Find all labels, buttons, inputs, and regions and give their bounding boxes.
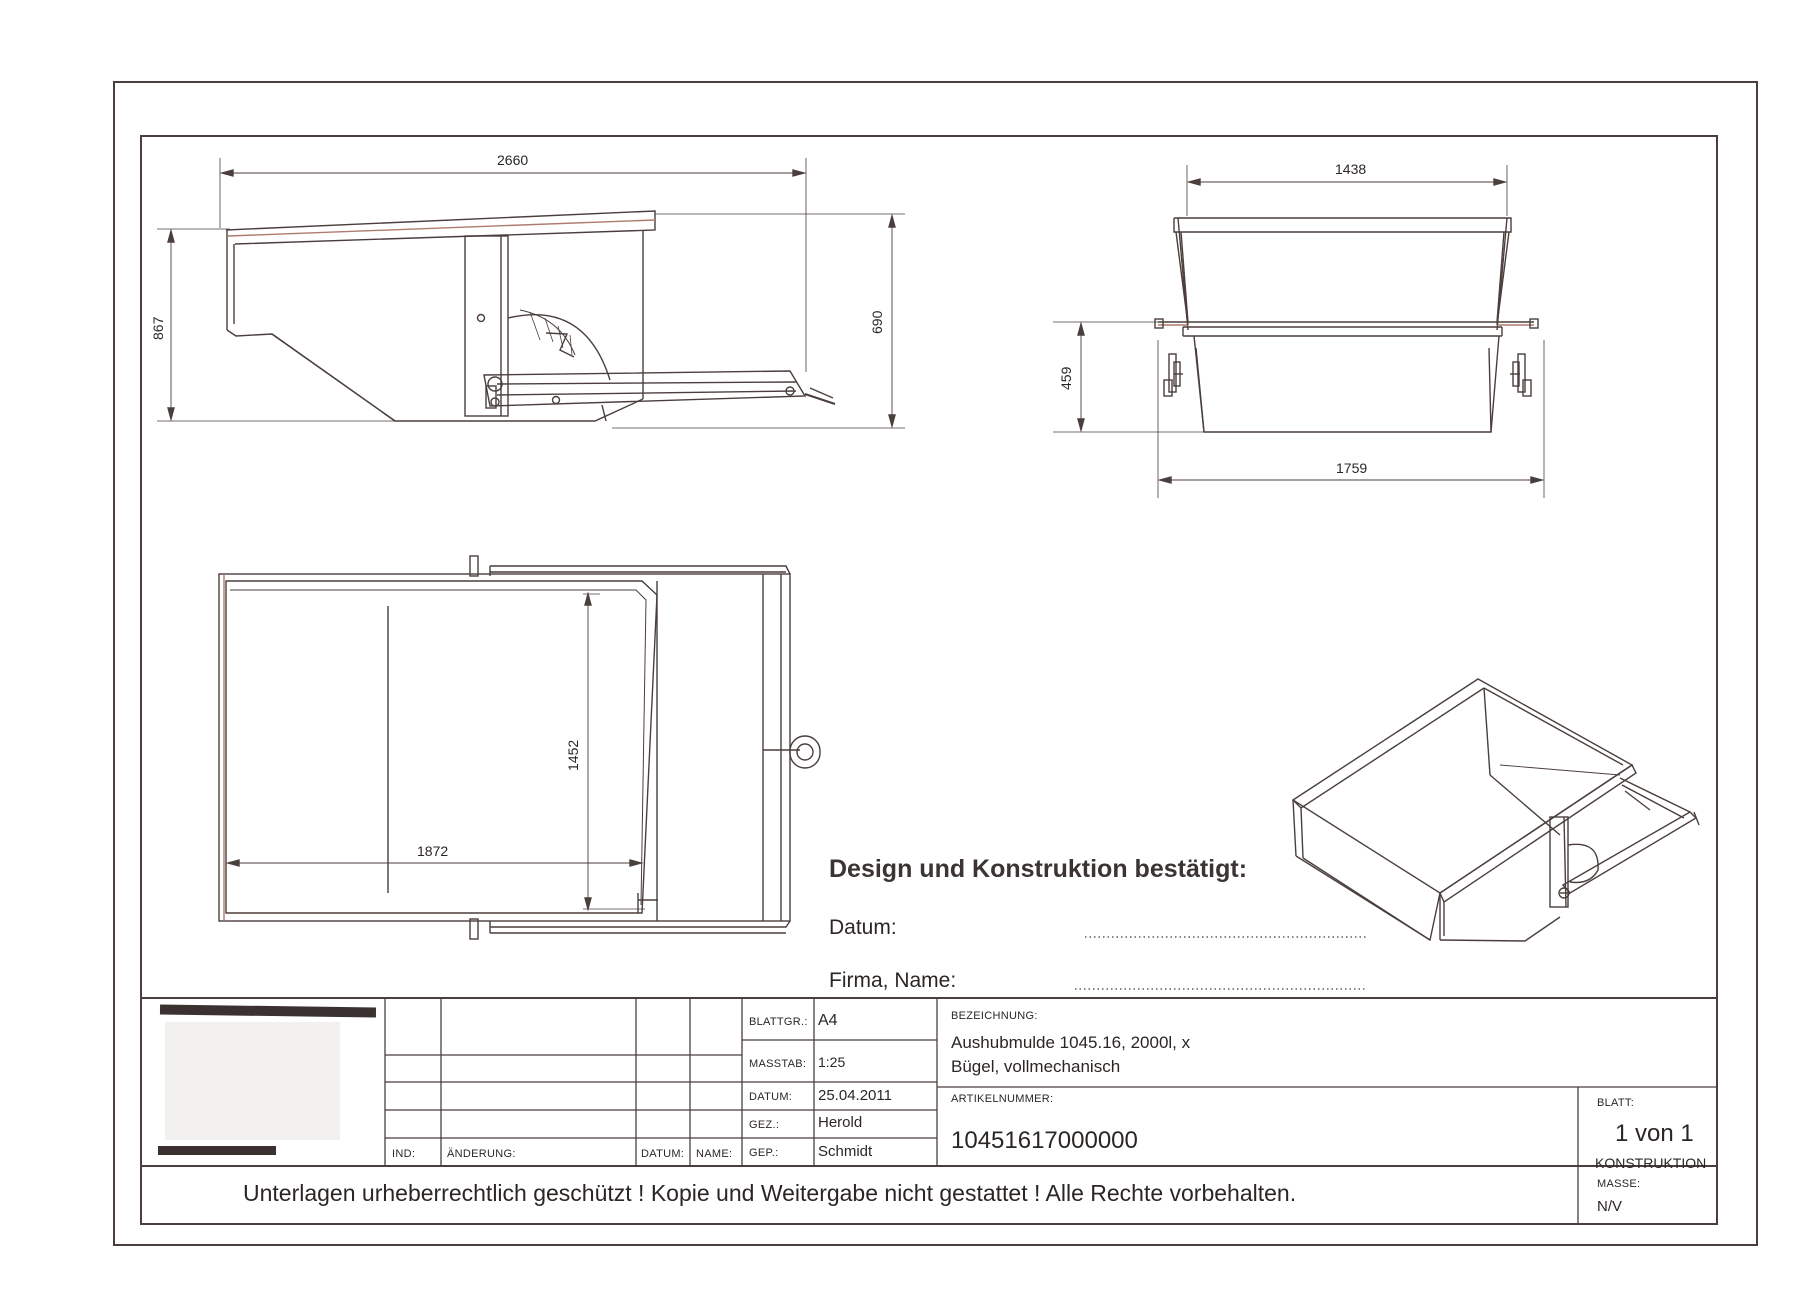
front-view [1053,165,1544,498]
bezeichnung-label: BEZEICHNUNG: [951,1010,1038,1022]
gez-label: GEZ.: [749,1119,780,1131]
gez-value: Herold [818,1114,863,1131]
gep-value: Schmidt [818,1143,873,1160]
copyright-notice: Unterlagen urheberrechtlich geschützt ! Kopie und Weitergabe nicht gestattet ! Alle Rechte vorbehalten. [243,1180,1297,1206]
masse-label: MASSE: [1597,1178,1641,1190]
isometric-view [1293,679,1699,941]
masstab-value: 1:25 [818,1054,846,1070]
outer-frame [114,82,1757,1245]
artikelnummer-label: ARTIKELNUMMER: [951,1093,1054,1105]
dim-front-height: 459 [1058,366,1074,390]
datum-label: DATUM: [749,1091,793,1103]
side-view [157,158,905,428]
revision-datum-header: DATUM: [641,1148,685,1160]
dim-side-height-total: 867 [150,316,166,340]
gep-label: GEP.: [749,1147,779,1159]
dim-front-bottom-width: 1759 [1336,460,1368,476]
revision-name-header: NAME: [696,1148,733,1160]
blattgr-value: A4 [818,1012,838,1029]
company-name-label: Firma, Name: [829,969,957,992]
top-view [219,556,820,939]
masse-value: N/V [1597,1198,1623,1215]
revision-ind-header: IND: [392,1148,416,1160]
blattgr-label: BLATTGR.: [749,1016,808,1028]
revision-aenderung-header: ÄNDERUNG: [447,1148,516,1160]
dim-top-length: 1872 [417,843,449,859]
company-stamp-redacted [158,1004,376,1155]
bezeichnung-line2: Bügel, vollmechanisch [951,1057,1121,1076]
datum-value: 25.04.2011 [818,1087,892,1104]
date-label: Datum: [829,916,897,939]
blatt-label: BLATT: [1597,1097,1635,1109]
dim-front-top-width: 1438 [1335,161,1367,177]
masstab-label: MASSTAB: [749,1058,807,1070]
dim-side-height: 690 [869,310,885,334]
dim-side-length: 2660 [497,152,529,168]
blatt-value: 1 von 1 [1615,1120,1694,1147]
bezeichnung-line1: Aushubmulde 1045.16, 2000l, x [951,1033,1191,1052]
artikelnummer-value: 10451617000000 [951,1127,1138,1154]
konstruktion-label: KONSTRUKTION [1595,1155,1707,1171]
dim-top-depth: 1452 [565,739,581,771]
confirmation-heading: Design und Konstruktion bestätigt: [829,855,1248,883]
